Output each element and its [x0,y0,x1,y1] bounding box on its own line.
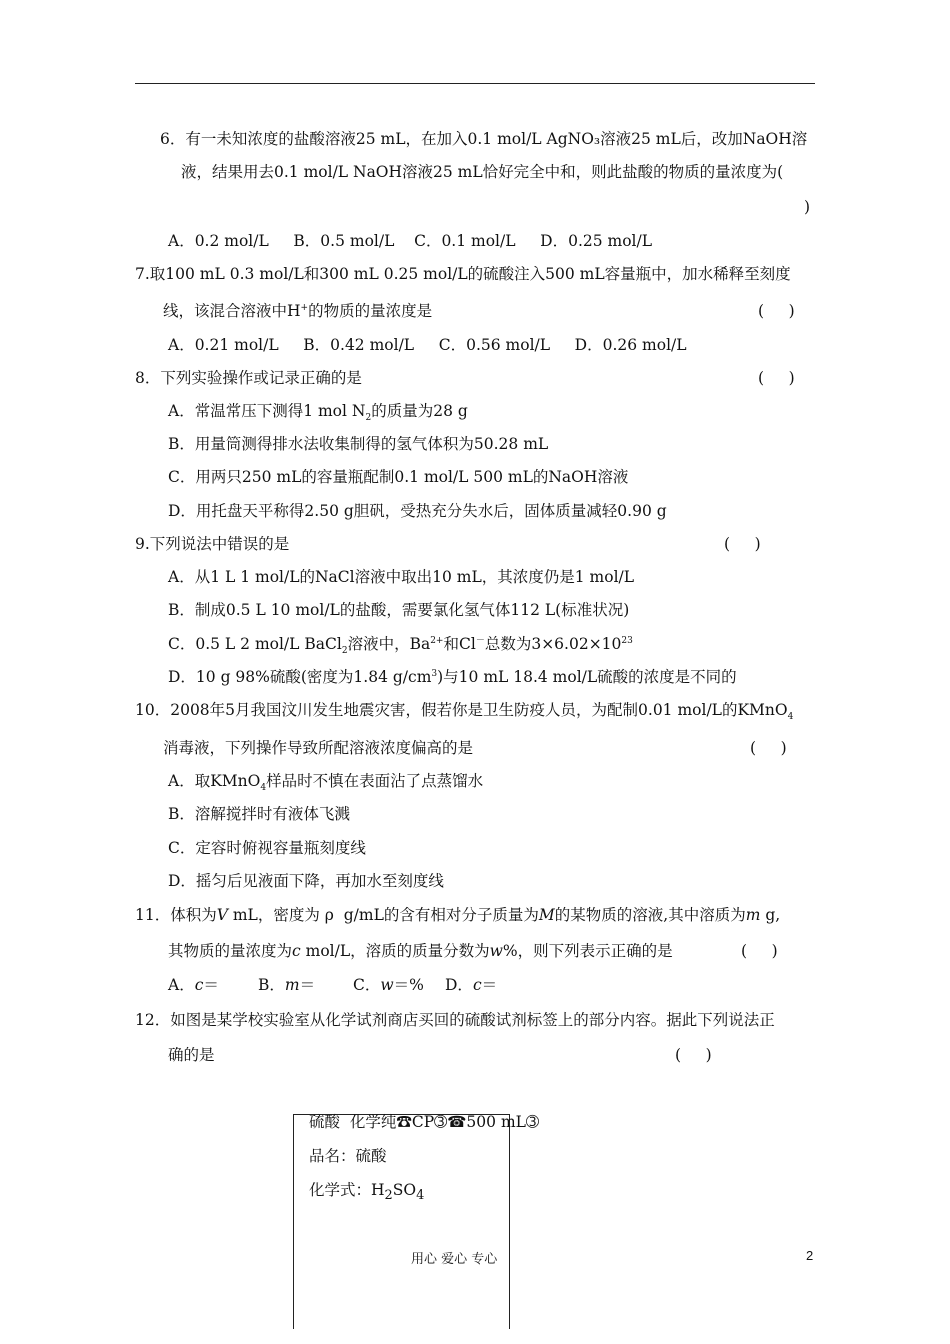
label-line-name: 品名：硫酸 [309,1147,387,1165]
q6-line2: 液，结果用去0.1 mol/L NaOH溶液25 mL恰好完全中和，则此盐酸的物质的量浓度为( [181,163,784,181]
q11-line1: 11．体积为V mL，密度为 ρ g/mL的含有相对分子质量为M的某物质的溶液,其中溶质为m g, [135,906,781,924]
q11-line2: 其物质的量浓度为c mol/L，溶质的质量分数为w%，则下列表示正确的是 [168,942,673,960]
q7-options: A．0.21 mol/L B．0.42 mol/L C．0.56 mol/L D．0.26 mol/L [168,336,687,354]
q9-stem: 9.下列说法中错误的是 [135,535,290,553]
q10-answer-paren: ( ) [750,739,787,757]
q10-option-c: C．定容时俯视容量瓶刻度线 [168,839,366,857]
q6-line1: 6．有一未知浓度的盐酸溶液25 mL，在加入0.1 mol/L AgNO₃溶液25 mL后，改加NaOH溶 [160,130,808,148]
q8-stem: 8．下列实验操作或记录正确的是 [135,369,362,387]
q10-option-a: A．取KMnO$_4$样品时不慎在表面沾了点蒸馏水 [168,772,484,794]
q10-option-b: B．溶解搅拌时有液体飞溅 [168,805,350,823]
q10-line2: 消毒液，下列操作导致所配溶液浓度偏高的是 [163,739,474,757]
q12-line2: 确的是 [168,1046,215,1064]
q8-option-d: D．用托盘天平称得2.50 g胆矾，受热充分失水后，固体质量减轻0.90 g [168,502,667,520]
q9-answer-paren: ( ) [724,535,761,553]
q8-option-c: C．用两只250 mL的容量瓶配制0.1 mol/L 500 mL的NaOH溶液 [168,468,629,486]
q11-answer-paren: ( ) [741,942,778,960]
q6-answer-paren: ) [804,198,811,216]
q12-line1: 12．如图是某学校实验室从化学试剂商店买回的硫酸试剂标签上的部分内容。据此下列说法正 [135,1011,775,1029]
q12-answer-paren: ( ) [675,1046,712,1064]
header-rule [135,83,815,84]
q7-line2: 线，该混合溶液中H+的物质的量浓度是 [163,302,433,320]
footer-motto: 用心 爱心 专心 [411,1252,498,1267]
q9-option-a: A．从1 L 1 mol/L的NaCl溶液中取出10 mL，其浓度仍是1 mol/L [168,568,635,586]
q7-answer-paren: ( ) [758,302,795,320]
q10-line1: 10．2008年5月我国汶川发生地震灾害，假若你是卫生防疫人员，为配制0.01 mol/L的KMnO$_4$ [135,701,794,723]
q10-option-d: D．摇匀后见液面下降，再加水至刻度线 [168,872,444,890]
q9-option-b: B．制成0.5 L 10 mol/L的盐酸，需要氯化氢气体112 L(标准状况) [168,601,630,619]
q11-option-c: C．w＝% [353,976,424,994]
label-line-title: 硫酸 化学纯☎CP➂☎500 mL➂ [309,1113,539,1131]
q11-option-d: D．c＝ [445,976,498,994]
q8-option-b: B．用量筒测得排水法收集制得的氢气体积为50.28 mL [168,435,549,453]
page-number: 2 [806,1248,814,1263]
q8-option-a: A．常温常压下测得1 mol $N_2$的质量为28 g [168,402,468,424]
q9-option-d: D．10 g 98%硫酸(密度为1.84 $g/cm^3$)与10 mL 18.4 mol/L硫酸的浓度是不同的 [168,668,737,686]
label-line-formula: 化学式：$H_2SO_4$ [309,1181,425,1204]
q7-line1: 7.取100 mL 0.3 mol/L和300 mL 0.25 mol/L的硫酸注入500 mL容量瓶中，加水稀释至刻度 [135,265,791,283]
q8-answer-paren: ( ) [758,369,795,387]
q6-options: A．0.2 mol/L B．0.5 mol/L C．0.1 mol/L D．0.25 mol/L [168,232,653,250]
q11-option-b: B．m＝ [258,976,316,994]
q9-option-c: C．0.5 L 2 mol/L BaCl$_2$溶液中，$Ba^{2+}$和Cl－总数为$3\times 6.02\times 10^{23}$ [168,635,633,657]
q11-option-a: A．c＝ [168,976,219,994]
